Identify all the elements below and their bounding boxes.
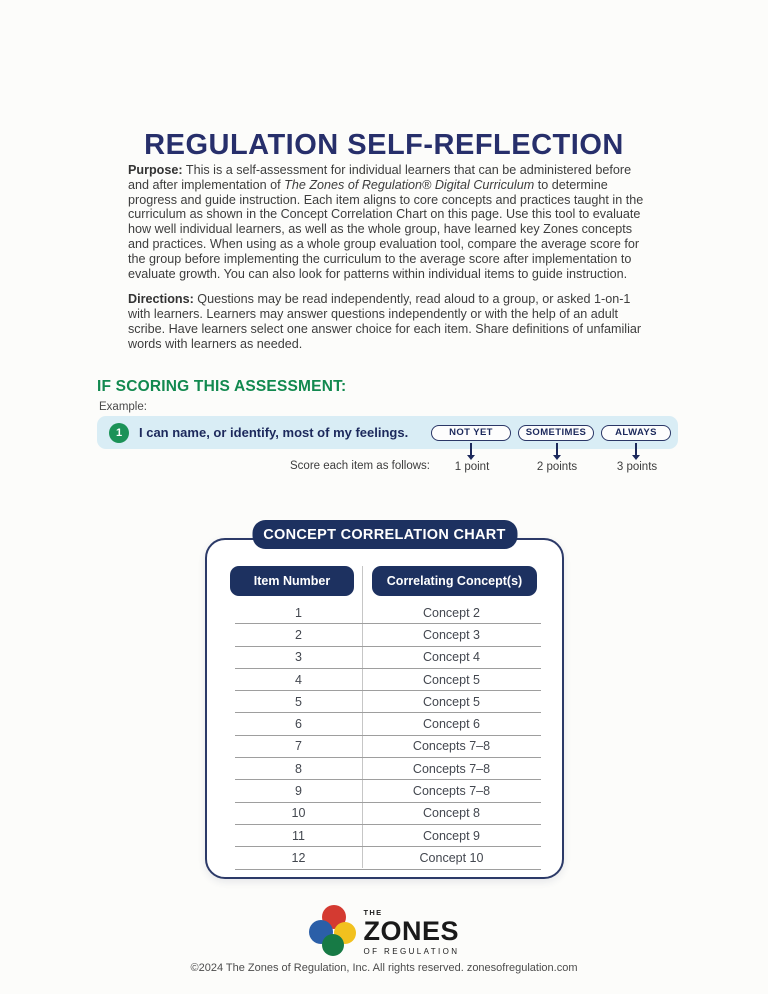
logo-zones: ZONES [363, 916, 460, 947]
item-number-cell: 7 [295, 739, 302, 754]
table-row [235, 602, 541, 624]
table-row [235, 624, 541, 646]
arrow-down-icon [635, 443, 637, 455]
item-number-cell: 12 [291, 850, 306, 865]
concept-cell: Concepts 7–8 [412, 761, 491, 776]
concept-cell: Concept 5 [423, 672, 480, 687]
arrow-down-icon [470, 443, 472, 455]
directions-label: Directions: [128, 292, 194, 307]
concept-cell: Concepts 7–8 [412, 739, 491, 754]
table-row [235, 803, 541, 825]
arrow-down-icon [556, 443, 558, 455]
zones-of-regulation-logo [0, 903, 768, 962]
example-label: Example: [99, 401, 147, 413]
chart-title: CONCEPT CORRELATION CHART [252, 520, 517, 549]
item-number-cell: 6 [295, 717, 302, 732]
chart-table [235, 602, 541, 870]
concept-cell: Concept 4 [423, 650, 480, 665]
column-header-correlating-concepts: Correlating Concept(s) [372, 566, 537, 596]
table-row [235, 669, 541, 691]
table-row [235, 713, 541, 735]
logo-wordmark [364, 909, 460, 957]
answer-choices [431, 425, 671, 441]
item-number-cell: 10 [291, 806, 306, 821]
purpose-paragraph [128, 163, 651, 281]
choice-always[interactable]: ALWAYS [601, 425, 671, 441]
table-row [235, 691, 541, 713]
table-row [235, 647, 541, 669]
page-title: REGULATION SELF-REFLECTION [144, 129, 624, 162]
purpose-curriculum-name: The Zones of Regulation® Digital Curriculum [284, 177, 535, 192]
scoring-heading: IF SCORING THIS ASSESSMENT: [97, 378, 347, 395]
table-row [235, 780, 541, 802]
table-row [235, 825, 541, 847]
directions-text: Questions may be read independently, read aloud to a group, or asked 1-on-1 with learners. Learners may answer questions independently or with the help of an adult scribe. Have learners select one answer choice for each item. Share definitions of unfamiliar words with learners as needed. [128, 292, 642, 351]
logo-the: THE [363, 907, 383, 917]
choice-sometimes[interactable]: SOMETIMES [518, 425, 594, 441]
concept-cell: Concept 5 [423, 694, 480, 709]
item-number-cell: 3 [295, 650, 302, 665]
item-number-badge: 1 [109, 423, 129, 443]
example-item-row [97, 416, 678, 449]
concept-cell: Concept 9 [423, 828, 480, 843]
table-row [235, 758, 541, 780]
copyright-footer: ©2024 The Zones of Regulation, Inc. All rights reserved. zonesofregulation.com [190, 962, 578, 974]
point-value-3: 3 points [616, 461, 658, 473]
concept-cell: Concept 8 [423, 806, 480, 821]
point-value-2: 2 points [536, 461, 578, 473]
concept-cell: Concept 10 [419, 850, 484, 865]
item-number-cell: 1 [295, 605, 302, 620]
point-value-1: 1 point [454, 461, 490, 473]
logo-of-regulation: OF REGULATION [363, 947, 460, 957]
table-row [235, 847, 541, 869]
concept-cell: Concept 3 [423, 627, 480, 642]
item-number-cell: 4 [295, 672, 302, 687]
purpose-label: Purpose: [128, 163, 183, 177]
item-number-cell: 9 [295, 784, 302, 799]
directions-paragraph [128, 292, 651, 351]
item-number-cell: 5 [295, 694, 302, 709]
concept-cell: Concepts 7–8 [412, 784, 491, 799]
item-number-cell: 2 [295, 627, 302, 642]
intro-section [128, 163, 651, 363]
concept-correlation-chart [205, 526, 564, 879]
zones-pinwheel-icon [309, 903, 357, 962]
item-number-cell: 8 [295, 761, 302, 776]
concept-cell: Concept 6 [423, 717, 480, 732]
concept-cell: Concept 2 [423, 605, 480, 620]
score-caption: Score each item as follows: [290, 460, 430, 472]
purpose-text-1: This is a self-assessment for individual learners that can be administered before and after implementation of [128, 163, 632, 192]
item-number-cell: 11 [292, 828, 305, 843]
column-header-item-number: Item Number [230, 566, 354, 596]
table-row [235, 736, 541, 758]
example-item-text: I can name, or identify, most of my feelings. [139, 425, 409, 440]
choice-not-yet[interactable]: NOT YET [431, 425, 511, 441]
purpose-text-2: to determine progress and guide instruction. Each item aligns to core concepts and practices taught in the curriculum as shown in the Concept Correlation Chart on this page. Use this tool to evaluate how well individual learners, as well as the whole group, have learned key Zones concepts and practices. When using as a whole group evaluation tool, compare the average score for the group before implementing the curriculum to the average score after implementation to evaluate growth. You can also look for patterns within individual items to guide instruction. [128, 177, 644, 281]
